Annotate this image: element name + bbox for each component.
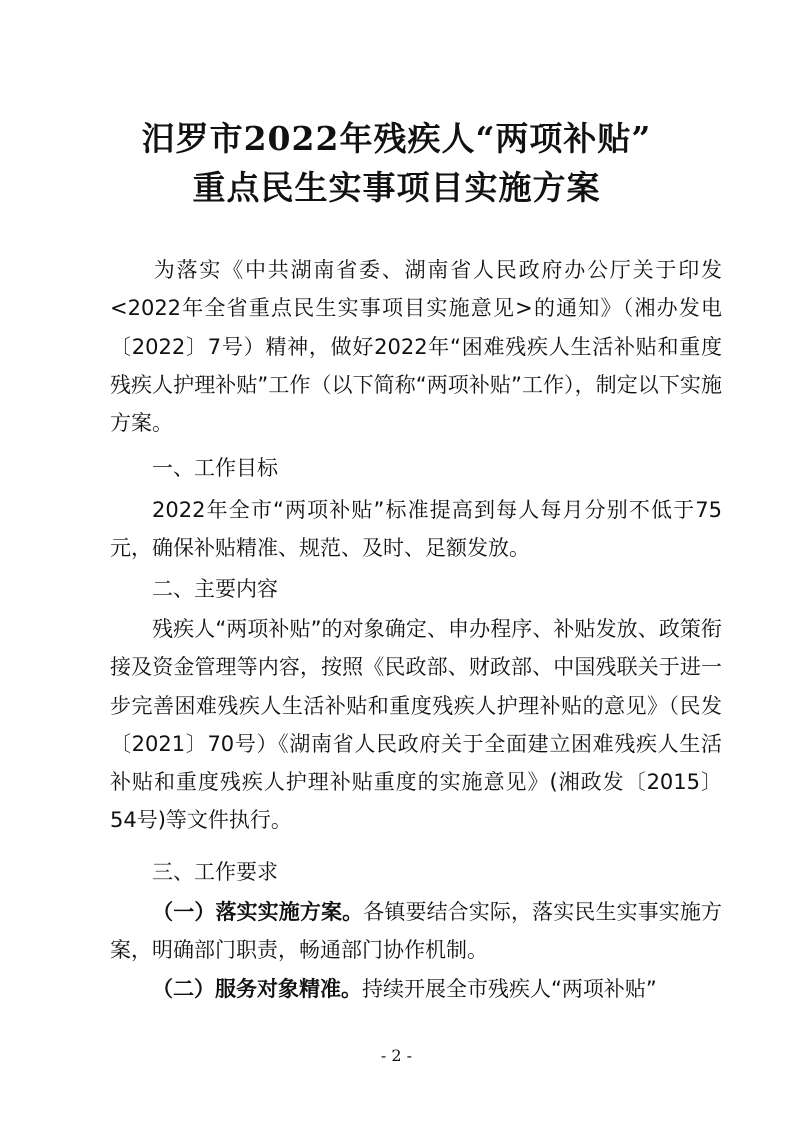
requirement-item-2 xyxy=(110,970,722,1008)
section-1-paragraph xyxy=(110,491,722,568)
requirement-item-2-label: （二）服务对象精准。 xyxy=(152,977,362,1001)
page-number: - 2 - xyxy=(380,1046,413,1065)
requirement-item-1 xyxy=(110,893,722,970)
document-title-line-2: 重点民生实事项目实施方案 xyxy=(192,168,601,207)
section-3-heading: 三、工作要求 xyxy=(152,860,278,884)
section-1-text: 2022年全市“两项补贴”标准提高到每人每月分别不低于75元，确保补贴精准、规范、及时、足额发放。 xyxy=(110,498,723,561)
requirement-item-2-text: 持续开展全市残疾人“两项补贴” xyxy=(362,977,657,1001)
section-2-text: 残疾人“两项补贴”的对象确定、申办程序、补贴发放、政策衔接及资金管理等内容，按照《民政部、财政部、中国残联关于进一步完善困难残疾人生活补贴和重度残疾人护理补贴的意见》（民发〔2021〕70号）《湖南省人民政府关于全面建立困难残疾人生活补贴和重度残疾人护理补贴重度的实施意见》(湘政发〔2015〕54号)等文件执行。 xyxy=(110,617,722,833)
requirement-item-1-text: 各镇要结合实际，落实民生实事实施方案，明确部门职责，畅通部门协作机制。 xyxy=(110,900,723,963)
section-2-heading: 二、主要内容 xyxy=(152,577,278,601)
intro-paragraph-text: 为落实《中共湖南省委、湖南省人民政府办公厅关于印发<2022年全省重点民生实事项目实施意见>的通知》（湘办发电〔2022〕7号）精神，做好2022年“困难残疾人生活补贴和重度残疾人护理补贴”工作（以下简称“两项补贴”工作），制定以下实施方案。 xyxy=(110,258,722,436)
requirement-item-1-label: （一）落实实施方案。 xyxy=(152,900,364,924)
section-1-heading: 一、工作目标 xyxy=(152,456,278,480)
document-title-line-1: 汨罗市2022年残疾人“两项补贴” xyxy=(141,119,652,158)
intro-paragraph xyxy=(110,251,722,442)
section-2-paragraph xyxy=(110,610,722,840)
